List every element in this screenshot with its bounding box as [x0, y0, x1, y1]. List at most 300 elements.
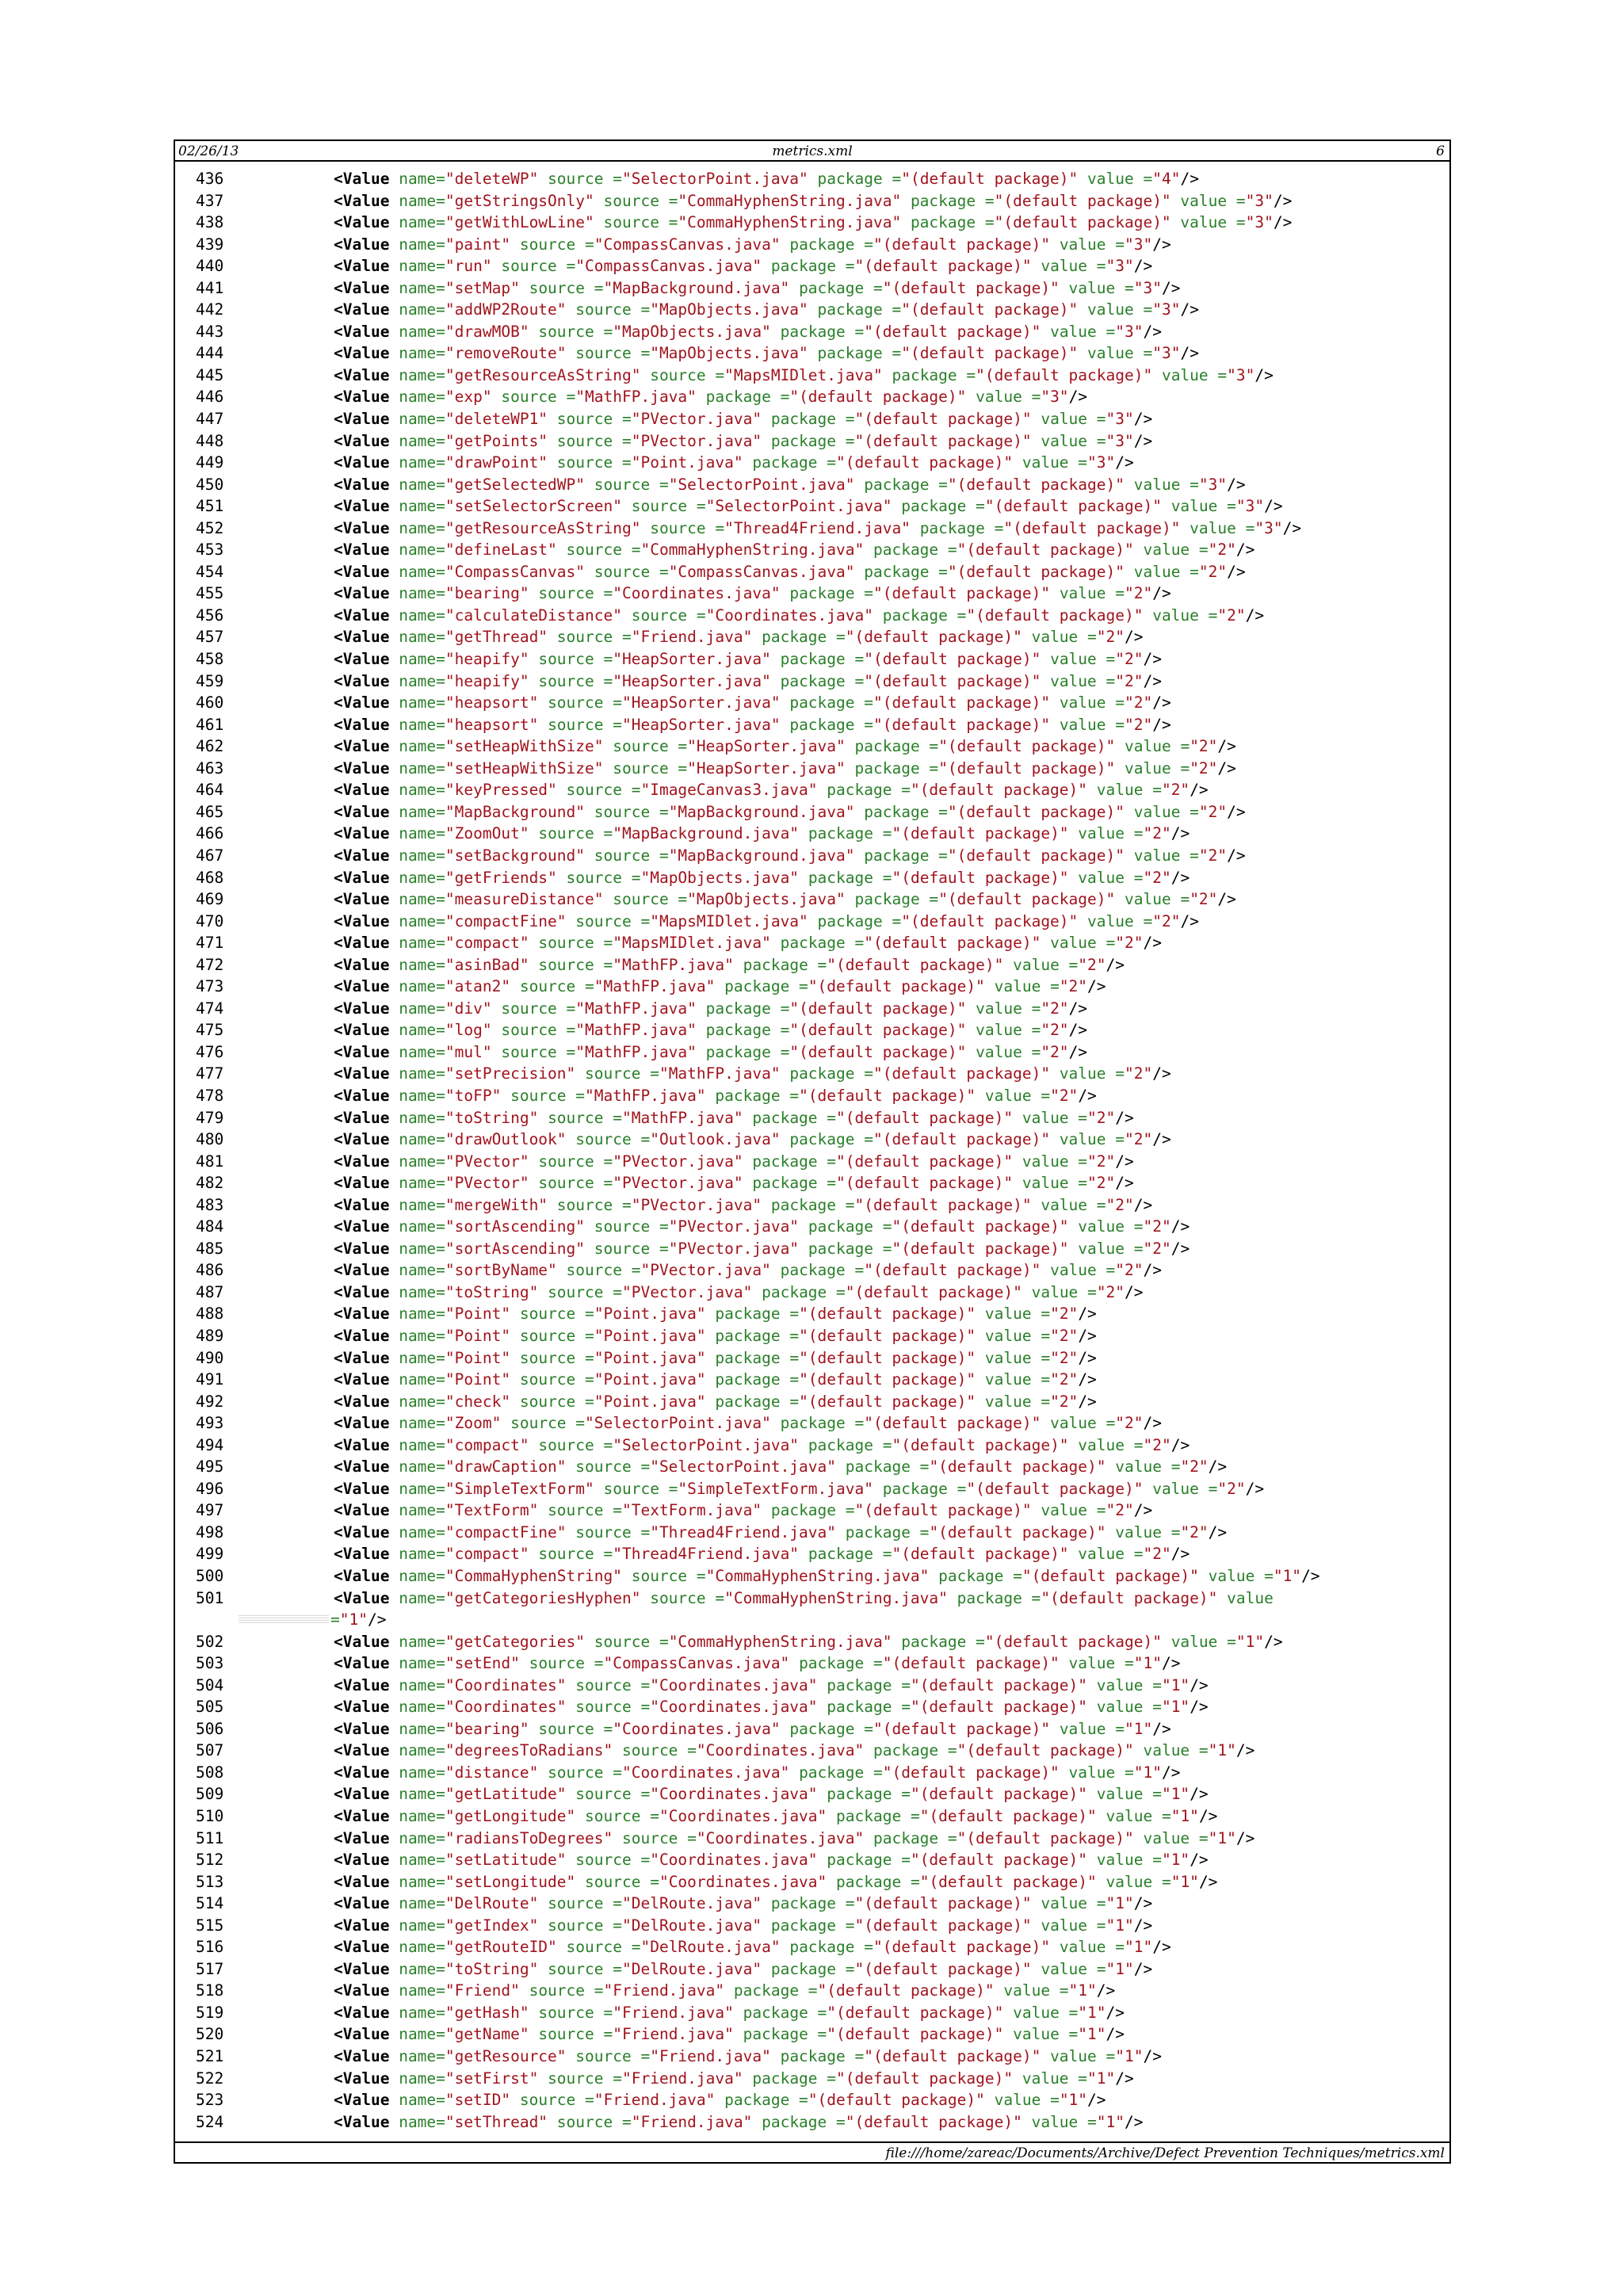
attr-value: value = — [1050, 2047, 1116, 2066]
attr-value: value = — [994, 2091, 1060, 2110]
attr-name: name= — [399, 1479, 445, 1498]
package-value: "(default package)" — [892, 868, 1069, 887]
line-text — [334, 1478, 1264, 1500]
tag-close: /> — [1115, 1108, 1134, 1127]
line-text — [334, 321, 1162, 343]
tag-close: /> — [1078, 1086, 1097, 1105]
name-value: "PVector" — [445, 1152, 529, 1171]
name-value: "sortByName" — [445, 1261, 557, 1280]
line-text — [334, 605, 1264, 627]
source-value: "Coordinates.java" — [650, 1785, 818, 1804]
tag-close: /> — [1161, 1763, 1181, 1782]
name-value: "div" — [445, 999, 492, 1018]
attr-source: source = — [538, 650, 613, 669]
package-value: "(default package)" — [808, 977, 985, 996]
line-text — [334, 1936, 1171, 1958]
xml-tag: <Value — [334, 1479, 390, 1498]
attr-package: package = — [780, 2047, 865, 2066]
code-line — [175, 976, 1449, 998]
attr-name: name= — [399, 344, 445, 363]
attr-value: value = — [1078, 824, 1144, 843]
line-text — [334, 1587, 1274, 1610]
attr-package: package = — [762, 628, 846, 647]
attr-name: name= — [399, 1370, 445, 1389]
line-number: 476 — [196, 1042, 224, 1061]
xml-tag: <Value — [334, 650, 390, 669]
tag-close: /> — [1152, 1938, 1171, 1957]
package-value: "(default package)" — [929, 1457, 1106, 1477]
attr-value: value = — [1087, 300, 1153, 319]
value-value: "1" — [1273, 1567, 1302, 1585]
source-value: "Coordinates.java" — [696, 1741, 865, 1760]
name-value: "getLongitude" — [445, 1807, 576, 1826]
line-number: 451 — [196, 497, 224, 516]
value-value: "2" — [1059, 977, 1088, 996]
xml-tag: <Value — [334, 278, 390, 297]
attr-value: value = — [1059, 715, 1125, 734]
package-value: "(default package)" — [938, 737, 1116, 756]
attr-name: name= — [399, 824, 445, 843]
attr-source: source = — [594, 562, 669, 581]
tag-close: /> — [1273, 213, 1293, 232]
attr-source: source = — [548, 1959, 622, 1978]
attr-value: value = — [1152, 1479, 1218, 1498]
attr-name: name= — [399, 1741, 445, 1760]
code-line — [175, 1958, 1449, 1981]
attr-package: package = — [705, 388, 790, 407]
attr-name: name= — [399, 1348, 445, 1367]
source-value: "PVector.java" — [631, 431, 762, 450]
attr-name: name= — [399, 1130, 445, 1149]
attr-source: source = — [650, 1588, 725, 1607]
value-value: "2" — [1050, 1305, 1079, 1324]
xml-tag: <Value — [334, 999, 390, 1018]
xml-tag: <Value — [334, 1326, 390, 1345]
name-value: "radiansToDegrees" — [445, 1828, 613, 1847]
code-line — [175, 801, 1449, 823]
line-number: 496 — [196, 1479, 224, 1498]
attr-source: source = — [501, 388, 576, 407]
tag-close: /> — [1227, 802, 1246, 821]
attr-name: name= — [399, 1217, 445, 1236]
package-value: "(default package)" — [864, 2047, 1041, 2066]
tag-close: /> — [1170, 1435, 1190, 1454]
name-value: "removeRoute" — [445, 344, 567, 363]
value-value: "2" — [1115, 934, 1144, 953]
attr-value: value = — [994, 977, 1060, 996]
attr-package: package = — [910, 213, 995, 232]
value-value: "2" — [1217, 606, 1246, 625]
attr-source: source = — [575, 1130, 651, 1149]
attr-value: value = — [984, 1348, 1051, 1367]
attr-name: name= — [399, 170, 445, 188]
package-value: "(default package)" — [864, 934, 1041, 953]
line-number: 512 — [196, 1851, 224, 1870]
attr-value: value = — [1050, 1261, 1116, 1280]
attr-package: package = — [938, 1567, 1022, 1585]
name-value: "check" — [445, 1392, 511, 1411]
xml-tag: <Value — [334, 1370, 390, 1389]
attr-package: package = — [919, 518, 1004, 537]
tag-close: /> — [1068, 388, 1088, 407]
tag-close: /> — [1133, 1959, 1153, 1978]
source-value: "MapObjects.java" — [650, 300, 808, 319]
source-value: "MapObjects.java" — [650, 344, 808, 363]
value-value: "1" — [1078, 2003, 1106, 2022]
attr-package: package = — [780, 671, 865, 690]
line-text — [334, 168, 1199, 190]
package-value: "(default package)" — [947, 846, 1125, 865]
source-value: "MathFP.java" — [575, 1021, 697, 1040]
attr-source: source = — [575, 911, 651, 930]
name-value: "setMap" — [445, 278, 520, 297]
xml-tag: <Value — [334, 671, 390, 690]
tag-close: /> — [1143, 650, 1162, 669]
attr-source: source = — [538, 1174, 613, 1193]
value-value: "2" — [1087, 1174, 1116, 1193]
value-value: "1" — [1125, 1938, 1153, 1957]
line-number: 480 — [196, 1130, 224, 1149]
xml-tag: <Value — [334, 1785, 390, 1804]
name-value: "sortAscending" — [445, 1217, 586, 1236]
code-line — [175, 255, 1449, 277]
package-value: "(default package)" — [799, 1305, 976, 1324]
xml-tag: <Value — [334, 1675, 390, 1694]
package-value: "(default package)" — [1003, 518, 1181, 537]
source-value: "DelRoute.java" — [621, 1894, 762, 1913]
source-value: "MathFP.java" — [659, 1064, 781, 1083]
attr-value: value = — [1106, 1807, 1171, 1826]
line-text — [334, 452, 1134, 474]
attr-value: value = — [1180, 213, 1246, 232]
attr-source: source = — [548, 2069, 622, 2088]
name-value: "Point" — [445, 1305, 511, 1324]
page-footer — [175, 2141, 1449, 2162]
attr-package: package = — [715, 1086, 800, 1105]
tag-close: /> — [1190, 1675, 1209, 1694]
attr-source: source = — [585, 1872, 659, 1891]
package-value: "(default package)" — [789, 1042, 967, 1061]
tag-close: /> — [1115, 453, 1134, 472]
line-text — [334, 1762, 1180, 1784]
line-number: 460 — [196, 693, 224, 712]
attr-name: name= — [399, 1719, 445, 1738]
line-number: 449 — [196, 453, 224, 472]
line-number: 516 — [196, 1938, 224, 1957]
name-value: "drawMOB" — [445, 322, 529, 341]
attr-value: value = — [1096, 1785, 1162, 1804]
attr-value: value = — [984, 1326, 1051, 1345]
source-value: "Friend.java" — [631, 628, 753, 647]
package-value: "(default package)" — [854, 1501, 1032, 1520]
value-value: "1" — [1068, 1981, 1097, 2000]
code-line — [175, 1412, 1449, 1435]
attr-name: name= — [399, 1414, 445, 1433]
attr-value: value = — [1133, 802, 1199, 821]
attr-source: source = — [548, 1894, 622, 1913]
tag-close: /> — [1198, 1807, 1218, 1826]
xml-tag: <Value — [334, 824, 390, 843]
source-value: "Point.java" — [631, 453, 743, 472]
code-line — [175, 430, 1449, 453]
value-value: "1" — [1170, 1872, 1199, 1891]
attr-name: name= — [399, 1807, 445, 1826]
attr-value: value = — [1041, 1195, 1106, 1214]
attr-name: name= — [399, 1545, 445, 1564]
attr-source: source = — [538, 671, 613, 690]
name-value: "compact" — [445, 1545, 529, 1564]
name-value: "heapsort" — [445, 693, 539, 712]
attr-source: source = — [548, 715, 622, 734]
attr-source: source = — [621, 1828, 697, 1847]
package-value: "(default package)" — [901, 911, 1079, 930]
source-value: "CommaHyphenString.java" — [705, 1567, 930, 1585]
source-value: "PVector.java" — [613, 1152, 743, 1171]
attr-value: value = — [1068, 1654, 1134, 1673]
package-value: "(default package)" — [845, 1282, 1022, 1301]
name-value: "bearing" — [445, 1719, 529, 1738]
attr-value: value = — [1106, 1872, 1171, 1891]
attr-value: value = — [1152, 606, 1218, 625]
package-value: "(default package)" — [947, 802, 1125, 821]
value-value: "2" — [1161, 781, 1190, 800]
tag-close: /> — [1235, 1828, 1255, 1847]
code-line — [175, 1893, 1449, 1915]
attr-value: value = — [1041, 431, 1106, 450]
attr-package: package = — [827, 1851, 911, 1870]
attr-package: package = — [715, 1370, 800, 1389]
line-number: 523 — [196, 2091, 224, 2110]
attr-source: source = — [575, 1457, 651, 1477]
line-text — [334, 1129, 1171, 1151]
attr-package: package = — [715, 1348, 800, 1367]
attr-package: package = — [733, 1981, 818, 2000]
tag-close: /> — [1227, 475, 1246, 494]
name-value: "bearing" — [445, 584, 529, 603]
source-value: "SelectorPoint.java" — [613, 1435, 800, 1454]
line-text — [334, 823, 1190, 845]
value-value: "2" — [1198, 562, 1228, 581]
source-value: "DelRoute.java" — [640, 1938, 781, 1957]
tag-close: /> — [1208, 1522, 1228, 1541]
package-value: "(default package)" — [984, 497, 1162, 516]
xml-tag: <Value — [334, 1698, 390, 1717]
attr-source: source = — [556, 453, 632, 472]
code-line — [175, 234, 1449, 256]
source-value: "Coordinates.java" — [613, 584, 781, 603]
attr-package: package = — [901, 497, 985, 516]
tag-close: /> — [1227, 846, 1246, 865]
xml-tag: <Value — [334, 2003, 390, 2022]
value-value: "3" — [1106, 410, 1134, 429]
attr-source: source = — [594, 1632, 669, 1651]
line-number: 436 — [196, 170, 224, 188]
value-value: "1" — [1133, 1654, 1162, 1673]
attr-source: source = — [631, 497, 706, 516]
file-path: file:///home/zareac/Documents/Archive/Defect Prevention Techniques/metrics.xml — [885, 2145, 1445, 2161]
line-number: 445 — [196, 365, 224, 384]
code-line — [175, 1216, 1449, 1238]
line-text — [334, 342, 1199, 365]
xml-tag: <Value — [334, 802, 390, 821]
line-text — [334, 518, 1301, 540]
attr-source: source = — [538, 1719, 613, 1738]
attr-name: name= — [399, 235, 445, 254]
source-value: "SelectorPoint.java" — [668, 475, 855, 494]
attr-value: value = — [1068, 278, 1134, 297]
attr-value: value = — [1003, 1981, 1069, 2000]
attr-package: package = — [799, 1654, 883, 1673]
attr-name: name= — [399, 955, 445, 974]
line-text — [334, 976, 1106, 998]
name-value: "setPrecision" — [445, 1064, 576, 1083]
name-value: "distance" — [445, 1763, 539, 1782]
line-number: 494 — [196, 1435, 224, 1454]
tag-close: /> — [1143, 2047, 1162, 2066]
value-value: "2" — [1143, 1217, 1171, 1236]
code-line — [175, 1652, 1449, 1675]
package-value: "(default package)" — [929, 1522, 1106, 1541]
tag-close: /> — [1078, 1392, 1097, 1411]
code-line — [175, 692, 1449, 714]
tag-close: /> — [1180, 344, 1199, 363]
attr-value: value = — [1087, 170, 1153, 188]
tag-close: /> — [1143, 1261, 1162, 1280]
line-number: 450 — [196, 475, 224, 494]
package-value: "(default package)" — [938, 890, 1116, 909]
xml-tag: <Value — [334, 191, 390, 210]
line-text — [334, 1282, 1144, 1304]
line-text — [334, 234, 1171, 256]
code-line — [175, 1282, 1449, 1304]
line-number: 503 — [196, 1654, 224, 1673]
line-number: 509 — [196, 1785, 224, 1804]
value-value: "3" — [1106, 431, 1134, 450]
attr-value: value = — [1041, 410, 1106, 429]
name-value: "getLatitude" — [445, 1785, 567, 1804]
code-line — [175, 626, 1449, 648]
line-number: 441 — [196, 278, 224, 297]
xml-tag: <Value — [334, 1719, 390, 1738]
attr-package: package = — [752, 1108, 837, 1127]
xml-tag: <Value — [334, 911, 390, 930]
line-text — [334, 911, 1199, 933]
source-value: "PVector.java" — [668, 1239, 800, 1258]
attr-name: name= — [399, 1392, 445, 1411]
value-value: "2" — [1087, 1108, 1116, 1127]
xml-tag: <Value — [334, 2091, 390, 2110]
code-line — [175, 1085, 1449, 1107]
attr-source: source = — [613, 890, 688, 909]
tag-close: /> — [1068, 1021, 1088, 1040]
line-text — [334, 1499, 1152, 1522]
xml-tag: <Value — [334, 1916, 390, 1935]
package-value: "(default package)" — [854, 431, 1032, 450]
name-value: "asinBad" — [445, 955, 529, 974]
xml-tag: <Value — [334, 300, 390, 319]
attr-value: value = — [1208, 1567, 1274, 1585]
line-number: 470 — [196, 911, 224, 930]
xml-tag: <Value — [334, 1042, 390, 1061]
tag-close: /> — [1161, 278, 1181, 297]
line-text — [334, 932, 1162, 954]
tag-close: /> — [1161, 1654, 1181, 1673]
tag-close: /> — [1152, 715, 1171, 734]
line-number: 522 — [196, 2069, 224, 2088]
line-number: 511 — [196, 1828, 224, 1847]
attr-package: package = — [827, 1675, 911, 1694]
line-text — [334, 1871, 1217, 1893]
code-line — [175, 408, 1449, 430]
line-number: 485 — [196, 1239, 224, 1258]
code-line — [175, 277, 1449, 300]
name-value: "getRouteID" — [445, 1938, 557, 1957]
attr-package: package = — [789, 1064, 873, 1083]
tag-close: /> — [1133, 1195, 1153, 1214]
line-number: 492 — [196, 1392, 224, 1411]
package-value: "(default package)" — [808, 2091, 985, 2110]
value-value: "2" — [1050, 1086, 1079, 1105]
line-number: 524 — [196, 2112, 224, 2131]
tag-close: /> — [1133, 257, 1153, 276]
source-value: "HeapSorter.java" — [613, 650, 771, 669]
attr-name: name= — [399, 1261, 445, 1280]
code-line — [175, 845, 1449, 867]
attr-name: name= — [399, 1698, 445, 1717]
package-value: "(default package)" — [984, 1632, 1162, 1651]
value-value: "3" — [1227, 365, 1255, 384]
attr-value: value = — [1031, 628, 1097, 647]
attr-value: value = — [1068, 1763, 1134, 1782]
attr-value: value = — [1059, 235, 1125, 254]
attr-value: value = — [984, 1392, 1051, 1411]
line-number: 457 — [196, 628, 224, 647]
attr-name: name= — [399, 1675, 445, 1694]
tag-close: /> — [1133, 1501, 1153, 1520]
attr-source: source = — [631, 606, 706, 625]
name-value: "getCategoriesHyphen" — [445, 1588, 641, 1607]
attr-name: name= — [399, 497, 445, 516]
package-value: "(default package)" — [799, 1348, 976, 1367]
line-text — [334, 1543, 1190, 1565]
attr-package: package = — [715, 1305, 800, 1324]
line-text — [334, 2023, 1125, 2046]
package-value: "(default package)" — [789, 1021, 967, 1040]
tag-close: /> — [1152, 584, 1171, 603]
attr-value: value — [1227, 1588, 1274, 1607]
line-number: 481 — [196, 1152, 224, 1171]
line-text — [334, 779, 1209, 801]
attr-source: source = — [594, 802, 669, 821]
line-number: 440 — [196, 257, 224, 276]
page-number: 6 — [1436, 143, 1445, 159]
value-value: "2" — [1180, 1457, 1209, 1477]
source-value: "PVector.java" — [631, 410, 762, 429]
xml-tag: <Value — [334, 2047, 390, 2066]
package-value: "(default package)" — [910, 1851, 1088, 1870]
line-text — [334, 1412, 1162, 1435]
line-number: 477 — [196, 1064, 224, 1083]
line-number: 447 — [196, 410, 224, 429]
attr-source: source = — [650, 518, 725, 537]
attr-package: package = — [780, 322, 865, 341]
attr-package: package = — [743, 955, 827, 974]
attr-source: source = — [538, 955, 613, 974]
name-value: "run" — [445, 257, 492, 276]
xml-tag: <Value — [334, 1763, 390, 1782]
name-value: "Friend" — [445, 1981, 520, 2000]
line-text — [334, 1783, 1209, 1805]
